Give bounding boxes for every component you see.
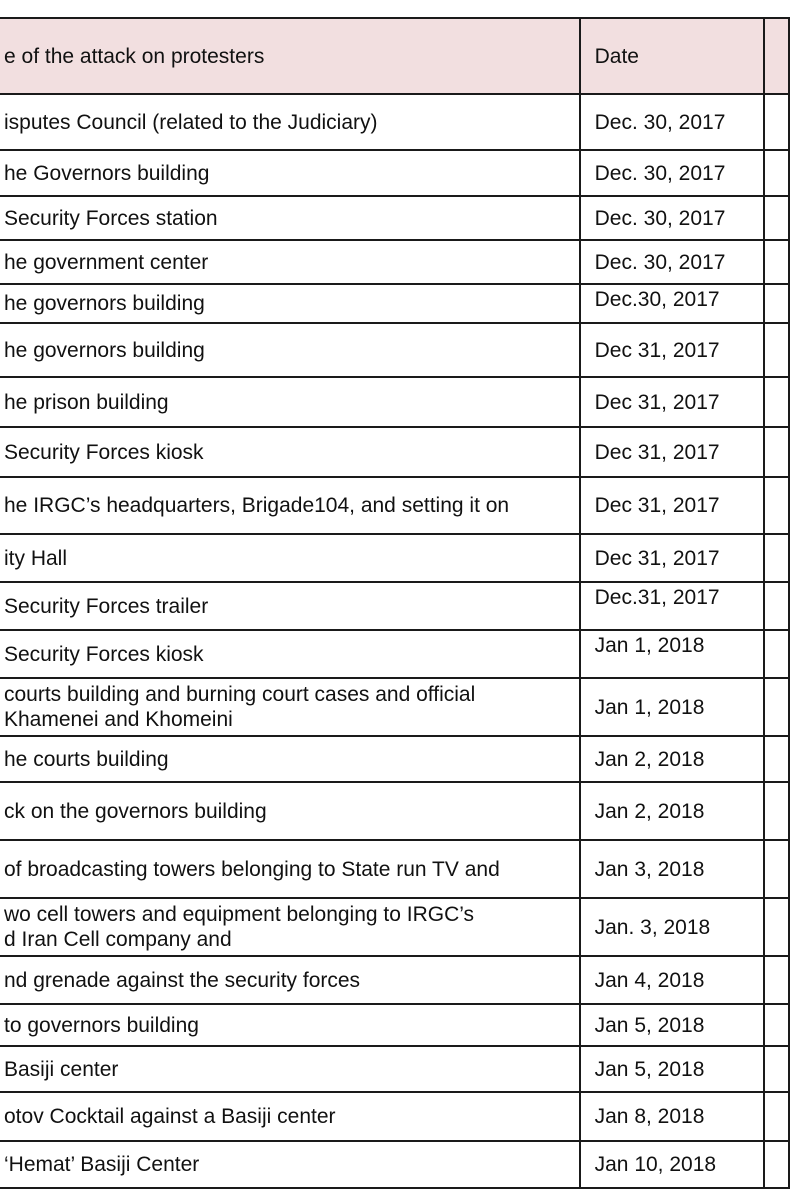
row-extra-column: [764, 534, 789, 582]
row-extra-column: [764, 736, 789, 782]
row-extra-column: [764, 477, 789, 534]
row-description: to governors building: [0, 1004, 580, 1046]
row-description: isputes Council (related to the Judiciary): [0, 94, 580, 150]
row-extra-column: [764, 377, 789, 427]
header-extra-column: [764, 18, 789, 94]
row-description: wo cell towers and equipment belonging to IRGC’s d Iran Cell company and: [0, 898, 580, 956]
row-date: Dec 31, 2017: [580, 477, 764, 534]
row-date: Jan 5, 2018: [580, 1004, 764, 1046]
row-date: Dec 31, 2017: [580, 377, 764, 427]
row-date: Jan 3, 2018: [580, 840, 764, 898]
row-date: Jan 1, 2018: [580, 678, 764, 736]
row-description: he courts building: [0, 736, 580, 782]
row-date: Dec 31, 2017: [580, 323, 764, 377]
row-description: he governors building: [0, 323, 580, 377]
table-row: [0, 377, 789, 427]
row-extra-column: [764, 94, 789, 150]
row-extra-column: [764, 427, 789, 477]
table-row: [0, 534, 789, 582]
table-row: [0, 94, 789, 150]
row-description: Security Forces kiosk: [0, 427, 580, 477]
row-extra-column: [764, 240, 789, 284]
row-date: Jan. 3, 2018: [580, 898, 764, 956]
row-extra-column: [764, 1046, 789, 1092]
row-date: Dec. 30, 2017: [580, 196, 764, 240]
table-body: [0, 94, 789, 1188]
row-date: Jan 4, 2018: [580, 956, 764, 1004]
row-date: Jan 2, 2018: [580, 736, 764, 782]
table-row: [0, 150, 789, 196]
row-date: Dec. 30, 2017: [580, 150, 764, 196]
table-row: [0, 678, 789, 736]
table-row: [0, 1141, 789, 1188]
table-row: [0, 1046, 789, 1092]
row-description: he government center: [0, 240, 580, 284]
row-extra-column: [764, 582, 789, 630]
row-extra-column: [764, 956, 789, 1004]
row-date: Jan 10, 2018: [580, 1141, 764, 1188]
table-row: [0, 898, 789, 956]
row-description: ck on the governors building: [0, 782, 580, 840]
table-row: [0, 1092, 789, 1141]
table-row: [0, 1004, 789, 1046]
row-date: Dec 31, 2017: [580, 534, 764, 582]
row-date: Dec.30, 2017: [580, 284, 764, 323]
table-row: [0, 582, 789, 630]
row-date: Dec.31, 2017: [580, 582, 764, 630]
row-extra-column: [764, 196, 789, 240]
table-row: [0, 477, 789, 534]
row-description: nd grenade against the security forces: [0, 956, 580, 1004]
row-extra-column: [764, 1004, 789, 1046]
row-extra-column: [764, 1092, 789, 1141]
row-description: he Governors building: [0, 150, 580, 196]
table-row: [0, 427, 789, 477]
row-description: Security Forces trailer: [0, 582, 580, 630]
row-date: Jan 2, 2018: [580, 782, 764, 840]
row-description: courts building and burning court cases and official Khamenei and Khomeini: [0, 678, 580, 736]
row-description: ‘Hemat’ Basiji Center: [0, 1141, 580, 1188]
row-description: Security Forces station: [0, 196, 580, 240]
row-extra-column: [764, 323, 789, 377]
row-description: he governors building: [0, 284, 580, 323]
row-extra-column: [764, 782, 789, 840]
table-row: [0, 240, 789, 284]
table-row: [0, 956, 789, 1004]
row-extra-column: [764, 840, 789, 898]
row-extra-column: [764, 678, 789, 736]
table-row: [0, 284, 789, 323]
row-extra-column: [764, 150, 789, 196]
table-row: [0, 736, 789, 782]
row-extra-column: [764, 1141, 789, 1188]
header-description: e of the attack on protesters: [0, 18, 580, 94]
table-row: [0, 196, 789, 240]
header-row: [0, 18, 789, 94]
table-row: [0, 630, 789, 678]
row-description: Basiji center: [0, 1046, 580, 1092]
row-extra-column: [764, 898, 789, 956]
header-date: Date: [580, 18, 764, 94]
row-date: Dec. 30, 2017: [580, 240, 764, 284]
row-description: otov Cocktail against a Basiji center: [0, 1092, 580, 1141]
row-date: Dec 31, 2017: [580, 427, 764, 477]
row-date: Dec. 30, 2017: [580, 94, 764, 150]
row-description: he IRGC’s headquarters, Brigade104, and setting it on: [0, 477, 580, 534]
row-date: Jan 5, 2018: [580, 1046, 764, 1092]
attacks-table: [0, 17, 790, 1189]
row-date: Jan 8, 2018: [580, 1092, 764, 1141]
row-date: Jan 1, 2018: [580, 630, 764, 678]
row-extra-column: [764, 284, 789, 323]
table-row: [0, 782, 789, 840]
row-extra-column: [764, 630, 789, 678]
table-row: [0, 323, 789, 377]
table-row: [0, 840, 789, 898]
row-description: of broadcasting towers belonging to State run TV and: [0, 840, 580, 898]
row-description: Security Forces kiosk: [0, 630, 580, 678]
row-description: ity Hall: [0, 534, 580, 582]
row-description: he prison building: [0, 377, 580, 427]
